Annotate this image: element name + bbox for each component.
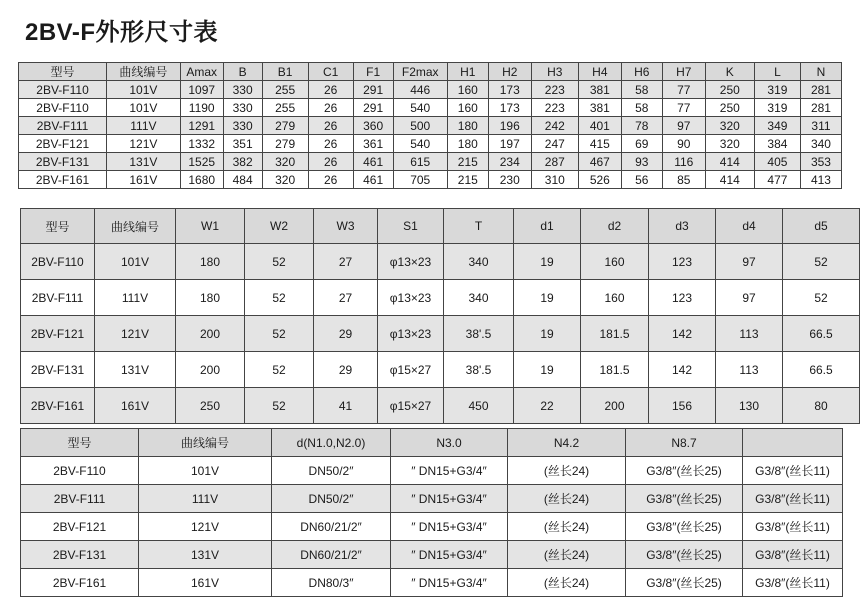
table-cell: G3/8″(丝长11)	[743, 541, 843, 569]
table-cell: 2BV-F110	[21, 244, 95, 280]
table-cell: 161V	[95, 388, 176, 424]
table1-header-cell: N	[800, 63, 841, 81]
table-cell: 2BV-F131	[21, 352, 95, 388]
table-cell: 461	[353, 153, 393, 171]
table-cell: 161V	[139, 569, 272, 597]
table3-header-cell: N8.7	[626, 429, 743, 457]
table3-header-cell	[743, 429, 843, 457]
table-cell: G3/8″(丝长25)	[626, 569, 743, 597]
table-cell: G3/8″(丝长11)	[743, 569, 843, 597]
table-cell: 121V	[107, 135, 181, 153]
table-cell: DN60/21/2″	[272, 513, 391, 541]
table-cell: 351	[223, 135, 262, 153]
table-cell: 56	[621, 171, 662, 189]
table-cell: 101V	[139, 457, 272, 485]
table-cell: 340	[800, 135, 841, 153]
table-cell: G3/8″(丝长25)	[626, 485, 743, 513]
table-cell: 52	[783, 280, 860, 316]
table-cell: 173	[488, 81, 531, 99]
table-cell: 330	[223, 99, 262, 117]
table-cell: 540	[393, 99, 447, 117]
table-cell: 279	[262, 135, 308, 153]
table-cell: 130	[716, 388, 783, 424]
table-cell: 381	[578, 99, 621, 117]
table1-header-cell: C1	[308, 63, 353, 81]
table-cell: 52	[245, 388, 314, 424]
table-cell: (丝长24)	[508, 513, 626, 541]
table-cell: 2BV-F111	[19, 117, 107, 135]
table-cell: 66.5	[783, 352, 860, 388]
table1-header-cell: 曲线编号	[107, 63, 181, 81]
table-cell: 78	[621, 117, 662, 135]
table-cell: 320	[705, 135, 754, 153]
table-cell: 93	[621, 153, 662, 171]
table-cell: 2BV-F161	[21, 388, 95, 424]
table-cell: 97	[662, 117, 705, 135]
table2-header-cell: S1	[378, 209, 444, 244]
table-cell: ″ DN15+G3/4″	[391, 513, 508, 541]
table-cell: 2BV-F110	[19, 99, 107, 117]
table-cell: 1097	[180, 81, 223, 99]
table1-header-cell: H7	[662, 63, 705, 81]
table-row	[21, 352, 860, 388]
table-cell: 52	[245, 352, 314, 388]
table-cell: 80	[783, 388, 860, 424]
table1-body	[19, 81, 842, 189]
table-cell: 223	[531, 99, 578, 117]
table-cell: ″ DN15+G3/4″	[391, 541, 508, 569]
table2-header-cell: 曲线编号	[95, 209, 176, 244]
table2-header-cell: d2	[581, 209, 649, 244]
table-cell: 281	[800, 81, 841, 99]
table1-header-cell: F2max	[393, 63, 447, 81]
table-cell: 2BV-F121	[21, 316, 95, 352]
table-cell: 52	[245, 316, 314, 352]
table2-header-cell: W3	[314, 209, 378, 244]
table-cell: 26	[308, 171, 353, 189]
table-cell: 113	[716, 352, 783, 388]
table-cell: 247	[531, 135, 578, 153]
table-cell: 2BV-F161	[19, 171, 107, 189]
table2-header-cell: d5	[783, 209, 860, 244]
table1-header-cell: H3	[531, 63, 578, 81]
table1-header-cell: B1	[262, 63, 308, 81]
table-cell: 540	[393, 135, 447, 153]
table3-header-cell: 曲线编号	[139, 429, 272, 457]
table-row	[21, 280, 860, 316]
table3-header-row	[21, 429, 843, 457]
page-title: 2BV-F外形尺寸表	[25, 19, 219, 46]
table-cell: (丝长24)	[508, 485, 626, 513]
table-cell: φ15×27	[378, 388, 444, 424]
table-cell: 255	[262, 99, 308, 117]
table-cell: 250	[705, 81, 754, 99]
table2-header-cell: d1	[514, 209, 581, 244]
table-cell: 156	[649, 388, 716, 424]
table-cell: 446	[393, 81, 447, 99]
table-cell: 101V	[107, 81, 181, 99]
table-cell: 255	[262, 81, 308, 99]
table-cell: 123	[649, 280, 716, 316]
table1-header-cell: L	[754, 63, 800, 81]
table2-header-cell: 型号	[21, 209, 95, 244]
table-cell: 41	[314, 388, 378, 424]
table-cell: 26	[308, 99, 353, 117]
table-cell: 414	[705, 153, 754, 171]
table2-header-cell: d3	[649, 209, 716, 244]
table-cell: 180	[176, 280, 245, 316]
table-cell: 615	[393, 153, 447, 171]
table-cell: 113	[716, 316, 783, 352]
table-cell: 27	[314, 244, 378, 280]
table-cell: 450	[444, 388, 514, 424]
table-cell: 287	[531, 153, 578, 171]
table-row	[21, 316, 860, 352]
table-cell: DN50/2″	[272, 485, 391, 513]
dimension-table-2	[20, 208, 860, 424]
table1-header-row	[19, 63, 842, 81]
table-cell: 180	[176, 244, 245, 280]
table1-header-cell: B	[223, 63, 262, 81]
table-cell: φ13×23	[378, 280, 444, 316]
table-cell: 461	[353, 171, 393, 189]
table-cell: 2BV-F110	[21, 457, 139, 485]
table-cell: 467	[578, 153, 621, 171]
table2-header-cell: W1	[176, 209, 245, 244]
table2-header-cell: d4	[716, 209, 783, 244]
table-cell: 320	[262, 171, 308, 189]
table1-header-cell: H1	[447, 63, 488, 81]
table-cell: ″ DN15+G3/4″	[391, 457, 508, 485]
table-cell: 1190	[180, 99, 223, 117]
table-cell: 401	[578, 117, 621, 135]
table-cell: 234	[488, 153, 531, 171]
table-cell: 121V	[139, 513, 272, 541]
table-cell: DN80/3″	[272, 569, 391, 597]
table-row	[21, 485, 843, 513]
table-row	[21, 244, 860, 280]
table-cell: 2BV-F121	[19, 135, 107, 153]
table-cell: 19	[514, 352, 581, 388]
table-cell: 77	[662, 99, 705, 117]
table-cell: 1332	[180, 135, 223, 153]
table-row	[21, 388, 860, 424]
table-cell: 330	[223, 81, 262, 99]
connection-table	[20, 428, 843, 597]
table-cell: 2BV-F161	[21, 569, 139, 597]
table-cell: 291	[353, 99, 393, 117]
table-cell: 101V	[95, 244, 176, 280]
table-cell: 19	[514, 244, 581, 280]
table-row	[19, 135, 842, 153]
table-cell: 131V	[139, 541, 272, 569]
table-cell: 121V	[95, 316, 176, 352]
table-cell: 161V	[107, 171, 181, 189]
table-cell: 2BV-F131	[21, 541, 139, 569]
table-cell: 500	[393, 117, 447, 135]
table-cell: 111V	[139, 485, 272, 513]
table-cell: 52	[783, 244, 860, 280]
table-cell: 180	[447, 135, 488, 153]
table-cell: 111V	[95, 280, 176, 316]
table2-body	[21, 244, 860, 424]
table-cell: 19	[514, 316, 581, 352]
table3-header-cell: N4.2	[508, 429, 626, 457]
table-cell: 311	[800, 117, 841, 135]
table-cell: 160	[581, 280, 649, 316]
table-cell: 38'.5	[444, 352, 514, 388]
table-cell: 330	[223, 117, 262, 135]
table-cell: 384	[754, 135, 800, 153]
table-cell: 90	[662, 135, 705, 153]
table-cell: 66.5	[783, 316, 860, 352]
table-cell: (丝长24)	[508, 457, 626, 485]
table-cell: 200	[176, 316, 245, 352]
table-cell: 1680	[180, 171, 223, 189]
table-cell: 131V	[95, 352, 176, 388]
table1-header-cell: 型号	[19, 63, 107, 81]
table-cell: 223	[531, 81, 578, 99]
table-cell: φ13×23	[378, 244, 444, 280]
table-cell: 340	[444, 244, 514, 280]
table-cell: 281	[800, 99, 841, 117]
table-row	[19, 171, 842, 189]
table-row	[21, 541, 843, 569]
table-cell: 200	[581, 388, 649, 424]
table-cell: 1291	[180, 117, 223, 135]
table-cell: 291	[353, 81, 393, 99]
table-cell: 242	[531, 117, 578, 135]
table-cell: 123	[649, 244, 716, 280]
table-cell: 97	[716, 280, 783, 316]
table-cell: 484	[223, 171, 262, 189]
table-cell: 319	[754, 99, 800, 117]
table-cell: (丝长24)	[508, 569, 626, 597]
table-row	[19, 153, 842, 171]
table-row	[19, 117, 842, 135]
table-cell: ″ DN15+G3/4″	[391, 569, 508, 597]
table-cell: 101V	[107, 99, 181, 117]
table-cell: 22	[514, 388, 581, 424]
table-cell: φ15×27	[378, 352, 444, 388]
table-cell: 230	[488, 171, 531, 189]
table-cell: 160	[447, 99, 488, 117]
table1-header-cell: H4	[578, 63, 621, 81]
table-cell: 405	[754, 153, 800, 171]
table-cell: 77	[662, 81, 705, 99]
table-cell: 142	[649, 352, 716, 388]
table-cell: 414	[705, 171, 754, 189]
table-cell: 2BV-F111	[21, 280, 95, 316]
table-cell: 26	[308, 153, 353, 171]
table-cell: 52	[245, 244, 314, 280]
table-cell: 52	[245, 280, 314, 316]
table-cell: 197	[488, 135, 531, 153]
table1-header-cell: Amax	[180, 63, 223, 81]
table-cell: 319	[754, 81, 800, 99]
table1-header-cell: F1	[353, 63, 393, 81]
table-cell: 279	[262, 117, 308, 135]
table-cell: 1525	[180, 153, 223, 171]
dimension-table-1	[18, 62, 842, 189]
table-cell: 415	[578, 135, 621, 153]
table-cell: 705	[393, 171, 447, 189]
table-cell: 26	[308, 117, 353, 135]
table-cell: 58	[621, 81, 662, 99]
table-cell: 58	[621, 99, 662, 117]
table-cell: G3/8″(丝长25)	[626, 457, 743, 485]
table-cell: 85	[662, 171, 705, 189]
table-cell: 26	[308, 135, 353, 153]
table-cell: (丝长24)	[508, 541, 626, 569]
table-cell: 349	[754, 117, 800, 135]
table-cell: 131V	[107, 153, 181, 171]
table-cell: 215	[447, 171, 488, 189]
table-cell: 111V	[107, 117, 181, 135]
table-cell: 180	[447, 117, 488, 135]
table-cell: 29	[314, 316, 378, 352]
table-cell: DN60/21/2″	[272, 541, 391, 569]
table-cell: 526	[578, 171, 621, 189]
table-row	[21, 457, 843, 485]
table-cell: 477	[754, 171, 800, 189]
table-cell: DN50/2″	[272, 457, 391, 485]
table-cell: 26	[308, 81, 353, 99]
table-cell: 2BV-F121	[21, 513, 139, 541]
table2-header-cell: W2	[245, 209, 314, 244]
table-cell: 181.5	[581, 352, 649, 388]
table1-header-cell: K	[705, 63, 754, 81]
table-cell: 142	[649, 316, 716, 352]
table-cell: 360	[353, 117, 393, 135]
table-cell: 340	[444, 280, 514, 316]
table2-header-cell: T	[444, 209, 514, 244]
table-cell: 413	[800, 171, 841, 189]
table-cell: 200	[176, 352, 245, 388]
table-cell: 361	[353, 135, 393, 153]
table-row	[21, 513, 843, 541]
table-cell: 382	[223, 153, 262, 171]
table3-body	[21, 457, 843, 597]
table2-header-row	[21, 209, 860, 244]
table-cell: 320	[705, 117, 754, 135]
table-cell: 97	[716, 244, 783, 280]
table-cell: 38'.5	[444, 316, 514, 352]
table-cell: G3/8″(丝长11)	[743, 457, 843, 485]
table-cell: 181.5	[581, 316, 649, 352]
table-cell: G3/8″(丝长25)	[626, 513, 743, 541]
table-cell: 310	[531, 171, 578, 189]
table-cell: 2BV-F111	[21, 485, 139, 513]
table-cell: 29	[314, 352, 378, 388]
table-cell: 173	[488, 99, 531, 117]
table-cell: 250	[176, 388, 245, 424]
table-cell: G3/8″(丝长11)	[743, 485, 843, 513]
table-cell: 27	[314, 280, 378, 316]
table-row	[19, 99, 842, 117]
table1-header-cell: H6	[621, 63, 662, 81]
table-cell: 19	[514, 280, 581, 316]
table-cell: 160	[447, 81, 488, 99]
table-cell: 69	[621, 135, 662, 153]
table-cell: 160	[581, 244, 649, 280]
table-cell: 353	[800, 153, 841, 171]
table-cell: 320	[262, 153, 308, 171]
table-cell: 250	[705, 99, 754, 117]
table-cell: G3/8″(丝长25)	[626, 541, 743, 569]
table3-header-cell: d(N1.0,N2.0)	[272, 429, 391, 457]
table1-header-cell: H2	[488, 63, 531, 81]
table-cell: 215	[447, 153, 488, 171]
table3-header-cell: 型号	[21, 429, 139, 457]
table-row	[21, 569, 843, 597]
table-cell: 2BV-F110	[19, 81, 107, 99]
table-cell: G3/8″(丝长11)	[743, 513, 843, 541]
table-cell: φ13×23	[378, 316, 444, 352]
table-cell: 2BV-F131	[19, 153, 107, 171]
table-row	[19, 81, 842, 99]
table-cell: ″ DN15+G3/4″	[391, 485, 508, 513]
table3-header-cell: N3.0	[391, 429, 508, 457]
table-cell: 116	[662, 153, 705, 171]
table-cell: 381	[578, 81, 621, 99]
table-cell: 196	[488, 117, 531, 135]
